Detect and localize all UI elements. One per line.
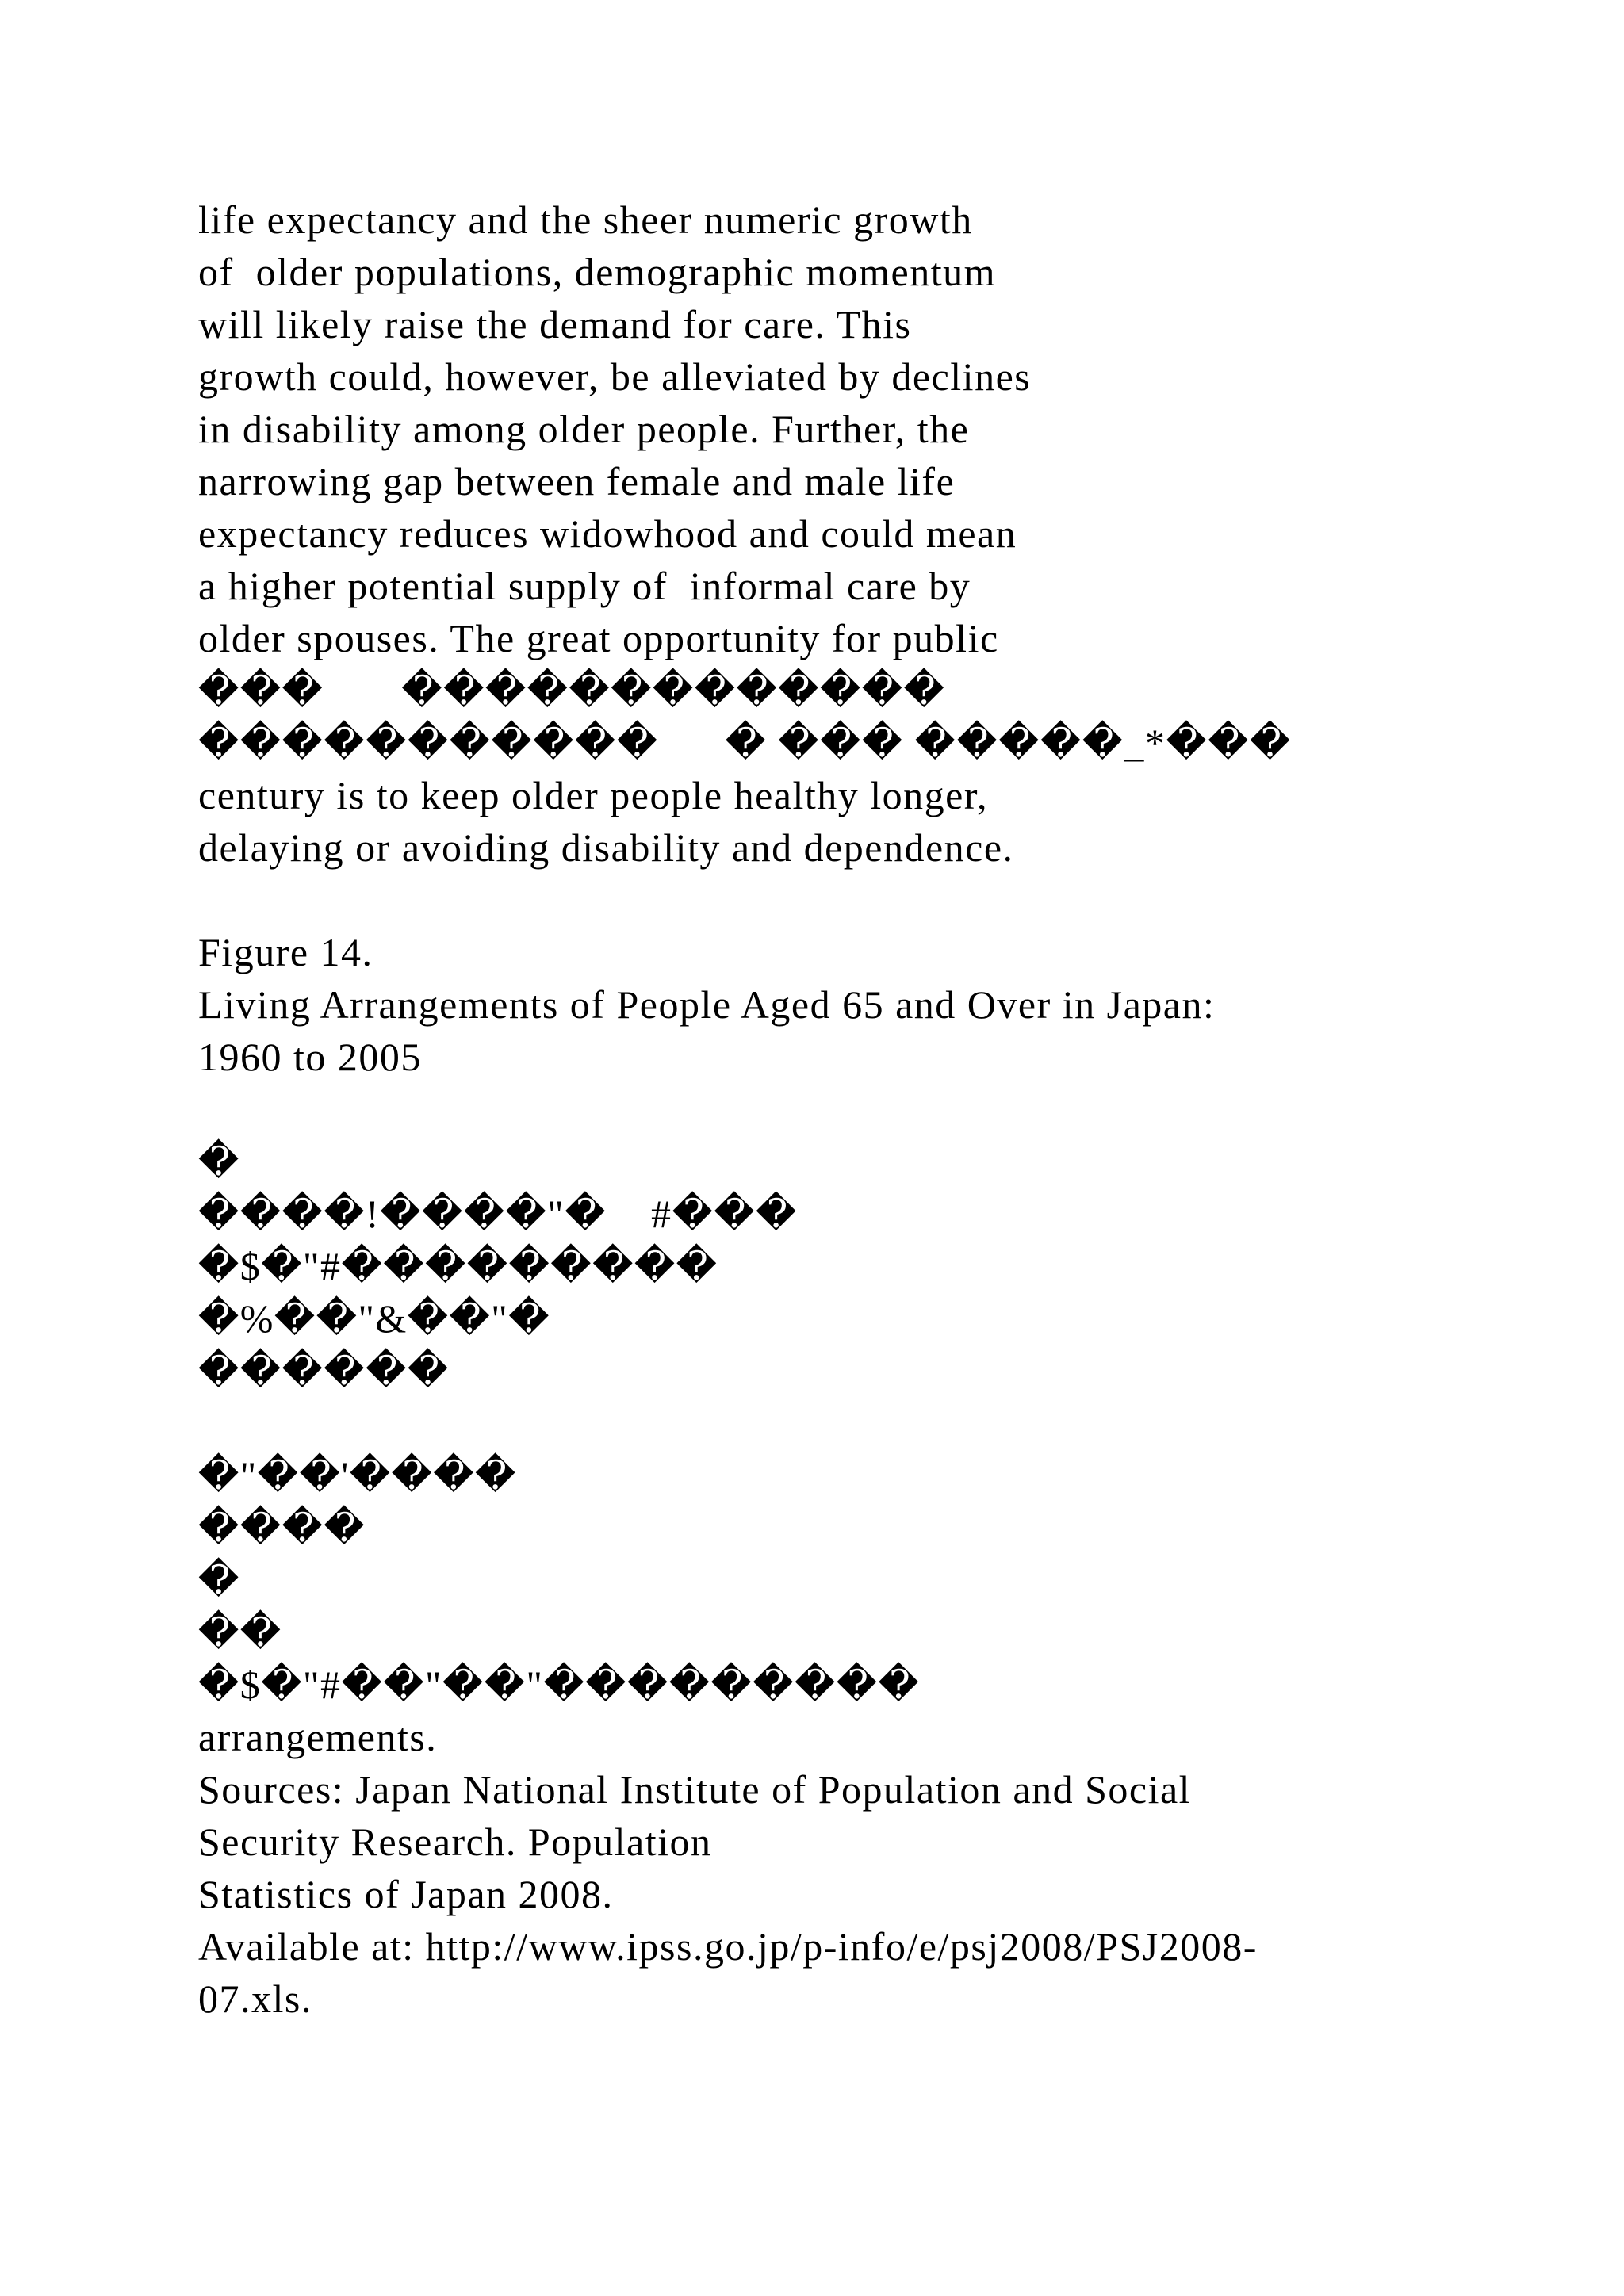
garbled-text-line: ����!����"� #��� bbox=[198, 1192, 798, 1236]
spacer bbox=[198, 874, 1546, 926]
figure-caption bbox=[198, 926, 1546, 1083]
sources-line: Security Research. Population bbox=[198, 1820, 712, 1864]
text-line: life expectancy and the sheer numeric growth bbox=[198, 197, 973, 242]
document-page bbox=[198, 193, 1546, 2025]
text-line: a higher potential supply of informal care by bbox=[198, 564, 971, 608]
text-line: expectancy reduces widowhood and could mean bbox=[198, 511, 1017, 556]
text-line: older spouses. The great opportunity for public bbox=[198, 616, 999, 660]
garbled-text-line: � bbox=[198, 1558, 240, 1602]
figure-title: 1960 to 2005 bbox=[198, 1035, 422, 1079]
garbled-text-line: �$�"#��������� bbox=[198, 1244, 718, 1288]
garbled-text-line: �%��"&��"� bbox=[198, 1296, 550, 1341]
garbled-text-line: ������ bbox=[198, 1349, 450, 1393]
figure-label: Figure 14. bbox=[198, 930, 373, 974]
source-url-line: Available at: http://www.ipss.go.jp/p-info/e/psj2008/PSJ2008- bbox=[198, 1924, 1258, 1969]
note-line: arrangements. bbox=[198, 1715, 438, 1759]
text-line: will likely raise the demand for care. This bbox=[198, 302, 912, 346]
garbled-text-line: ���� bbox=[198, 1506, 366, 1550]
garbled-text-line: ����������� � ��� �����_*��� bbox=[198, 721, 1292, 765]
garbled-text-line: �� bbox=[198, 1610, 282, 1655]
text-line: century is to keep older people healthy longer, bbox=[198, 773, 988, 817]
text-line: narrowing gap between female and male life bbox=[198, 459, 956, 503]
garbled-figure-text bbox=[198, 1449, 1546, 1711]
source-url-line: 07.xls. bbox=[198, 1976, 312, 2021]
figure-notes bbox=[198, 1711, 1546, 2025]
text-line: in disability among older people. Further, the bbox=[198, 407, 970, 451]
garbled-text-line: ��� ������������� bbox=[198, 668, 946, 713]
text-line: growth could, however, be alleviated by declines bbox=[198, 354, 1032, 399]
spacer bbox=[198, 1397, 1546, 1449]
spacer bbox=[198, 1083, 1546, 1135]
text-line: of older populations, demographic momentum bbox=[198, 250, 996, 294]
figure-title: Living Arrangements of People Aged 65 and Over in Japan: bbox=[198, 982, 1216, 1027]
garbled-text-line: �"��'���� bbox=[198, 1453, 517, 1498]
sources-line: Statistics of Japan 2008. bbox=[198, 1872, 614, 1916]
garbled-text-line: � bbox=[198, 1139, 240, 1184]
text-line: delaying or avoiding disability and dependence. bbox=[198, 825, 1014, 870]
garbled-text-line: �$�"#��"��"��������� bbox=[198, 1663, 921, 1707]
sources-line: Sources: Japan National Institute of Population and Social bbox=[198, 1767, 1192, 1812]
garbled-figure-text bbox=[198, 1135, 1546, 1397]
body-paragraph bbox=[198, 193, 1546, 874]
